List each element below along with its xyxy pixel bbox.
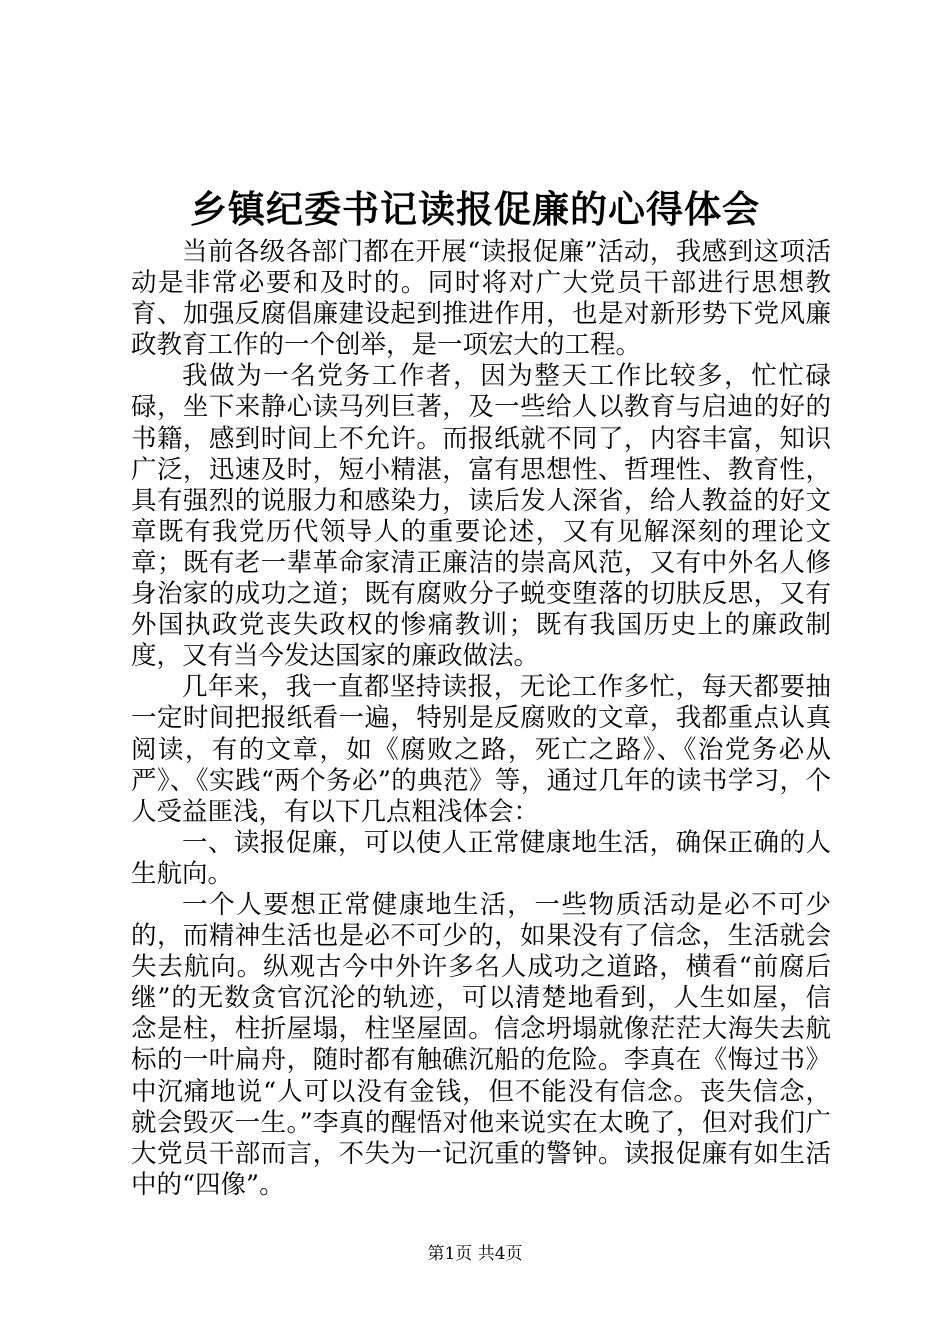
- section-heading: 一、读报促廉，可以使人正常健康地生活，确保正确的人生航向。: [131, 827, 831, 889]
- page-number: 第1页 共4页: [427, 1244, 523, 1264]
- paragraph: 几年来，我一直都坚持读报，无论工作多忙，每天都要抽一定时间把报纸看一遍，特别是反腐败的文章，我都重点认真阅读，有的文章，如《腐败之路，死亡之路》、《治党务必从严》、《实践“两个务必”的典范》等，通过几年的读书学习，个人受益匪浅，有以下几点粗浅体会：: [131, 672, 831, 827]
- document-title: 乡镇纪委书记读报促廉的心得体会: [190, 187, 760, 231]
- document-body: [131, 237, 831, 1201]
- paragraph: 我做为一名党务工作者，因为整天工作比较多，忙忙碌碌，坐下来静心读马列巨著，及一些给人以教育与启迪的好的书籍，感到时间上不允许。而报纸就不同了，内容丰富，知识广泛，迅速及时，短小精湛，富有思想性、哲理性、教育性，具有强烈的说服力和感染力，读后发人深省，给人教益的好文章既有我党历代领导人的重要论述，又有见解深刻的理论文章；既有老一辈革命家清正廉洁的崇高风范，又有中外名人修身治家的成功之道；既有腐败分子蜕变堕落的切肤反思，又有外国执政党丧失政权的惨痛教训；既有我国历史上的廉政制度，又有当今发达国家的廉政做法。: [131, 361, 831, 672]
- paragraph: 当前各级各部门都在开展“读报促廉”活动，我感到这项活动是非常必要和及时的。同时将对广大党员干部进行思想教育、加强反腐倡廉建设起到推进作用，也是对新形势下党风廉政教育工作的一个创举，是一项宏大的工程。: [131, 237, 831, 361]
- paragraph: 一个人要想正常健康地生活，一些物质活动是必不可少的，而精神生活也是必不可少的，如果没有了信念，生活就会失去航向。纵观古今中外许多名人成功之道路，横看“前腐后继”的无数贪官沉沦的轨迹，可以清楚地看到，人生如屋，信念是柱，柱折屋塌，柱坚屋固。信念坍塌就像茫茫大海失去航标的一叶扁舟，随时都有触礁沉船的危险。李真在《悔过书》中沉痛地说“人可以没有金钱，但不能没有信念。丧失信念，就会毁灭一生。”李真的醒悟对他来说实在太晚了，但对我们广大党员干部而言，不失为一记沉重的警钟。读报促廉有如生活中的“四像”。: [131, 889, 831, 1200]
